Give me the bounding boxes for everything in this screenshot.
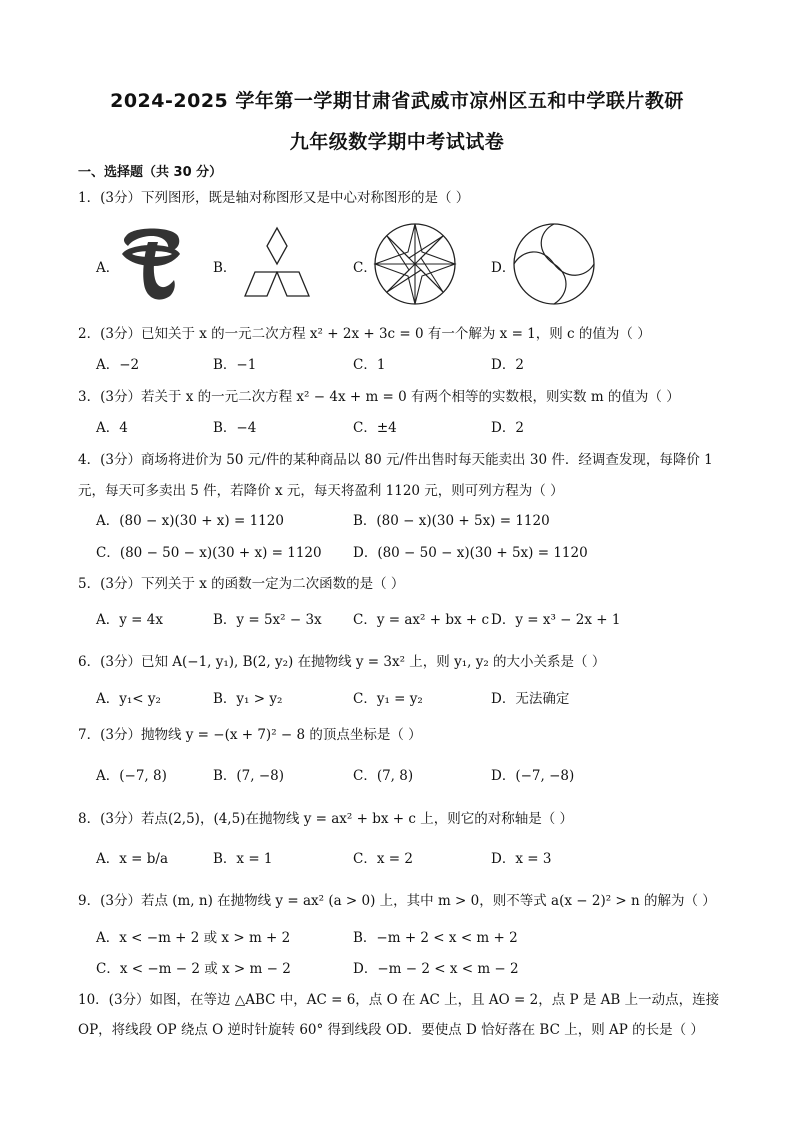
question-2-stem: 2．(3分）已知关于 x 的一元二次方程 x² + 2x + 3c = 0 有一个解为 x = 1，则 c 的值为（ ）: [78, 326, 651, 342]
question-10-stem-line1: 10．(3分）如图，在等边 △ABC 中，AC = 6，点 O 在 AC 上，且 AO = 2，点 P 是 AB 上一动点，连接: [78, 992, 720, 1008]
section-heading: 一、选择题（共 30 分）: [78, 165, 223, 180]
question-4-stem-line2: 元，每天可多卖出 5 件，若降价 x 元，每天将盈利 1120 元，则可列方程为（ ）: [78, 483, 564, 499]
q3-option-c[interactable]: C．±4: [353, 420, 397, 436]
q6-option-d[interactable]: D．无法确定: [491, 691, 570, 707]
q1-option-a-label: A．: [96, 260, 120, 276]
q8-option-d[interactable]: D．x = 3: [491, 851, 552, 867]
q7-option-b[interactable]: B．(7, −8): [213, 768, 285, 784]
q2-option-c[interactable]: C．1: [353, 357, 386, 373]
q4-option-c[interactable]: C．(80 − 50 − x)(30 + x) = 1120: [96, 545, 322, 561]
question-9-stem: 9．(3分）若点 (m, n) 在抛物线 y = ax² (a > 0) 上，其中 m > 0，则不等式 a(x − 2)² > n 的解为（ ）: [78, 893, 716, 909]
q6-option-c[interactable]: C．y₁ = y₂: [353, 691, 423, 707]
q6-option-a[interactable]: A．y₁< y₂: [96, 691, 161, 707]
exam-title-line1: 2024-2025 学年第一学期甘肃省武威市凉州区五和中学联片教研: [110, 90, 684, 112]
telecom-logo-figure: [118, 222, 186, 306]
question-8-stem: 8．(3分）若点(2,5)，(4,5)在抛物线 y = ax² + bx + c 上，则它的对称轴是（ ）: [78, 811, 574, 827]
three-rhombus-figure: [234, 226, 320, 300]
q9-option-a[interactable]: A．x < −m + 2 或 x > m + 2: [96, 930, 291, 946]
q9-option-b[interactable]: B．−m + 2 < x < m + 2: [353, 930, 518, 946]
q5-option-b[interactable]: B．y = 5x² − 3x: [213, 612, 322, 628]
star-in-circle-figure: [373, 222, 457, 306]
q4-option-a[interactable]: A．(80 − x)(30 + x) = 1120: [96, 513, 284, 529]
question-10-stem-line2: OP，将线段 OP 绕点 O 逆时针旋转 60° 得到线段 OD．要使点 D 恰好落在 BC 上，则 AP 的长是（ ）: [78, 1022, 704, 1038]
question-6-stem: 6．(3分）已知 A(−1, y₁), B(2, y₂) 在抛物线 y = 3x² 上，则 y₁, y₂ 的大小关系是（ ）: [78, 654, 606, 670]
q5-option-d[interactable]: D．y = x³ − 2x + 1: [491, 612, 621, 628]
q8-option-a[interactable]: A．x = b/a: [96, 851, 168, 867]
q2-option-d[interactable]: D．2: [491, 357, 524, 373]
question-1-stem: 1．(3分）下列图形，既是轴对称图形又是中心对称图形的是（ ）: [78, 190, 470, 206]
q7-option-c[interactable]: C．(7, 8): [353, 768, 414, 784]
exam-title-line2: 九年级数学期中考试试卷: [289, 131, 505, 153]
question-7-stem: 7．(3分）抛物线 y = −(x + 7)² − 8 的顶点坐标是（ ）: [78, 727, 422, 743]
q2-option-a[interactable]: A．−2: [96, 357, 140, 373]
question-3-stem: 3．(3分）若关于 x 的一元二次方程 x² − 4x + m = 0 有两个相等的实数根，则实数 m 的值为（ ）: [78, 389, 680, 405]
q4-option-d[interactable]: D．(80 − 50 − x)(30 + 5x) = 1120: [353, 545, 588, 561]
q3-option-b[interactable]: B．−4: [213, 420, 257, 436]
q6-option-b[interactable]: B．y₁ > y₂: [213, 691, 283, 707]
swirl-circle-figure: [512, 222, 596, 306]
q8-option-b[interactable]: B．x = 1: [213, 851, 273, 867]
q5-option-c[interactable]: C．y = ax² + bx + c: [353, 612, 490, 628]
question-5-stem: 5．(3分）下列关于 x 的函数一定为二次函数的是（ ）: [78, 576, 405, 592]
q2-option-b[interactable]: B．−1: [213, 357, 257, 373]
q1-option-c-label: C．: [353, 260, 377, 276]
q1-option-b-label: B．: [213, 260, 237, 276]
q3-option-d[interactable]: D．2: [491, 420, 524, 436]
q8-option-c[interactable]: C．x = 2: [353, 851, 413, 867]
q9-option-c[interactable]: C．x < −m − 2 或 x > m − 2: [96, 961, 291, 977]
q9-option-d[interactable]: D．−m − 2 < x < m − 2: [353, 961, 519, 977]
question-4-stem-line1: 4．(3分）商场将进价为 50 元/件的某种商品以 80 元/件出售时每天能卖出 30 件．经调查发现，每降价 1: [78, 452, 713, 468]
q7-option-d[interactable]: D．(−7, −8): [491, 768, 575, 784]
q3-option-a[interactable]: A．4: [96, 420, 128, 436]
q4-option-b[interactable]: B．(80 − x)(30 + 5x) = 1120: [353, 513, 550, 529]
q1-option-d-label: D．: [491, 260, 516, 276]
q7-option-a[interactable]: A．(−7, 8): [96, 768, 167, 784]
q5-option-a[interactable]: A．y = 4x: [96, 612, 163, 628]
